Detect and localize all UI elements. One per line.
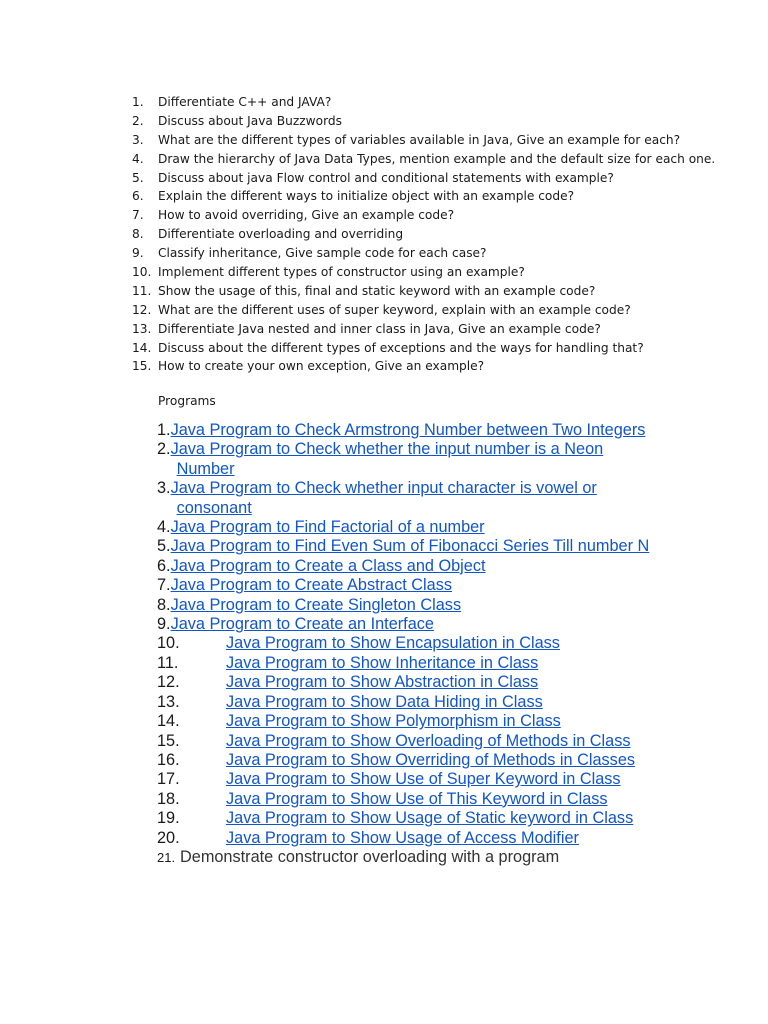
program-link[interactable]: Java Program to Show Usage of Access Modifier — [226, 828, 579, 847]
question-text: What are the different types of variables available in Java, Give an example for each? — [158, 132, 681, 147]
program-item — [157, 537, 717, 556]
question-text: Discuss about java Flow control and conditional statements with example? — [158, 170, 614, 185]
program-number: 5. — [157, 537, 171, 556]
question-number: 8. — [132, 227, 144, 242]
program-link[interactable]: Java Program to Show Overriding of Methods in Classes — [226, 750, 636, 769]
program-number: 6. — [157, 556, 171, 575]
question-text: Differentiate Java nested and inner class in Java, Give an example code? — [158, 321, 601, 336]
program-link[interactable]: Java Program to Show Usage of Static keyword in Class — [226, 809, 634, 828]
question-item — [132, 301, 752, 320]
question-number: 6. — [132, 189, 144, 204]
program-link[interactable]: Java Program to Show Polymorphism in Class — [226, 712, 561, 731]
program-item — [157, 809, 717, 828]
program-link[interactable]: Java Program to Show Use of This Keyword in Class — [226, 789, 608, 808]
question-list — [132, 93, 752, 376]
program-number: 11. — [157, 653, 179, 672]
program-link-block — [171, 479, 597, 518]
question-text: Differentiate C++ and JAVA? — [158, 95, 332, 109]
program-link[interactable]: Java Program to Create Singleton Class — [170, 595, 462, 614]
question-item — [132, 339, 752, 358]
program-link-block — [171, 440, 604, 479]
program-number: 21. — [157, 849, 176, 865]
question-text: Draw the hierarchy of Java Data Types, mention example and the default size for each one. — [158, 151, 716, 166]
question-item — [132, 93, 752, 112]
question-text: Classify inheritance, Give sample code for each case? — [158, 246, 487, 261]
question-text: Implement different types of constructor using an example? — [158, 265, 525, 280]
program-item — [157, 770, 717, 789]
program-number: 7. — [157, 576, 171, 595]
question-number: 3. — [132, 132, 144, 147]
program-text: Demonstrate constructor overloading with a program — [180, 847, 560, 866]
program-link[interactable]: Java Program to Find Even Sum of Fibonacci Series Till number N — [170, 537, 650, 556]
program-number: 1. — [157, 421, 171, 439]
program-link[interactable]: Java Program to Show Use of Super Keyword in Class — [226, 770, 621, 789]
program-link-continuation[interactable]: consonant — [176, 498, 252, 517]
program-item — [157, 421, 717, 440]
question-text: How to create your own exception, Give an example? — [158, 359, 485, 374]
question-number: 4. — [132, 151, 144, 166]
question-item — [132, 112, 752, 131]
program-link[interactable]: Java Program to Check whether input character is vowel or — [170, 479, 597, 498]
program-number: 17. — [157, 770, 180, 789]
question-item — [132, 187, 752, 206]
program-number: 9. — [157, 615, 171, 634]
question-item — [132, 206, 752, 225]
program-link[interactable]: Java Program to Check Armstrong Number between Two Integers — [170, 421, 646, 439]
program-item — [157, 518, 717, 537]
program-link[interactable]: Java Program to Find Factorial of a number — [170, 518, 485, 537]
program-item — [157, 673, 717, 692]
question-item — [132, 282, 752, 301]
program-item — [157, 751, 717, 770]
program-item — [157, 829, 717, 848]
program-number: 8. — [157, 595, 171, 614]
question-item — [132, 150, 752, 169]
program-item — [157, 712, 717, 731]
program-link[interactable]: Java Program to Create an Interface — [170, 615, 434, 634]
question-number: 12. — [132, 302, 152, 317]
program-number: 2. — [157, 440, 171, 459]
programs-heading: Programs — [158, 394, 216, 408]
question-item — [132, 131, 752, 150]
question-number: 13. — [132, 321, 152, 336]
program-link-continuation[interactable]: Number — [176, 459, 235, 478]
program-number: 16. — [157, 750, 180, 769]
program-item — [157, 615, 717, 634]
program-item — [157, 634, 717, 653]
program-number: 19. — [157, 809, 180, 828]
question-text: Discuss about the different types of exceptions and the ways for handling that? — [158, 340, 644, 355]
program-link[interactable]: Java Program to Show Overloading of Methods in Class — [226, 731, 631, 750]
question-item — [132, 320, 752, 339]
question-number: 11. — [132, 283, 152, 298]
question-number: 1. — [132, 95, 144, 109]
program-number: 15. — [157, 731, 180, 750]
program-number: 13. — [157, 692, 180, 711]
question-item — [132, 263, 752, 282]
question-item — [132, 225, 752, 244]
question-text: Explain the different ways to initialize object with an example code? — [158, 189, 575, 204]
question-text: How to avoid overriding, Give an example code? — [158, 208, 455, 223]
program-item — [157, 732, 717, 751]
question-text: Discuss about Java Buzzwords — [158, 113, 342, 128]
program-item-final — [157, 848, 717, 867]
program-link[interactable]: Java Program to Show Encapsulation in Class — [226, 634, 560, 653]
program-number: 14. — [157, 712, 180, 731]
program-link[interactable]: Java Program to Create a Class and Object — [170, 556, 486, 575]
program-number: 12. — [157, 673, 180, 692]
program-link[interactable]: Java Program to Create Abstract Class — [170, 576, 453, 595]
program-item — [157, 693, 717, 712]
question-text: What are the different uses of super keyword, explain with an example code? — [158, 302, 631, 317]
question-number: 9. — [132, 246, 144, 261]
program-link[interactable]: Java Program to Show Data Hiding in Class — [226, 692, 543, 711]
program-list — [157, 421, 717, 867]
program-item — [157, 596, 717, 615]
program-number: 18. — [157, 789, 180, 808]
question-number: 5. — [132, 170, 144, 185]
program-number: 20. — [157, 828, 180, 847]
question-number: 7. — [132, 208, 144, 223]
program-item — [157, 654, 717, 673]
question-item — [132, 244, 752, 263]
program-link[interactable]: Java Program to Show Inheritance in Class — [226, 653, 539, 672]
program-number: 3. — [157, 479, 171, 498]
program-item — [157, 557, 717, 576]
question-number: 2. — [132, 113, 144, 128]
question-number: 15. — [132, 359, 152, 374]
program-link[interactable]: Java Program to Check whether the input number is a Neon — [170, 440, 604, 459]
question-item — [132, 169, 752, 188]
program-item — [157, 479, 717, 518]
program-item — [157, 576, 717, 595]
question-text: Show the usage of this, final and static keyword with an example code? — [158, 283, 596, 298]
program-item — [157, 790, 717, 809]
program-number: 10. — [157, 634, 180, 653]
question-number: 14. — [132, 340, 152, 355]
question-item — [132, 357, 752, 376]
question-text: Differentiate overloading and overriding — [158, 227, 404, 242]
program-number: 4. — [157, 518, 171, 537]
program-link[interactable]: Java Program to Show Abstraction in Class — [226, 673, 539, 692]
question-number: 10. — [132, 265, 152, 280]
program-item — [157, 440, 717, 479]
